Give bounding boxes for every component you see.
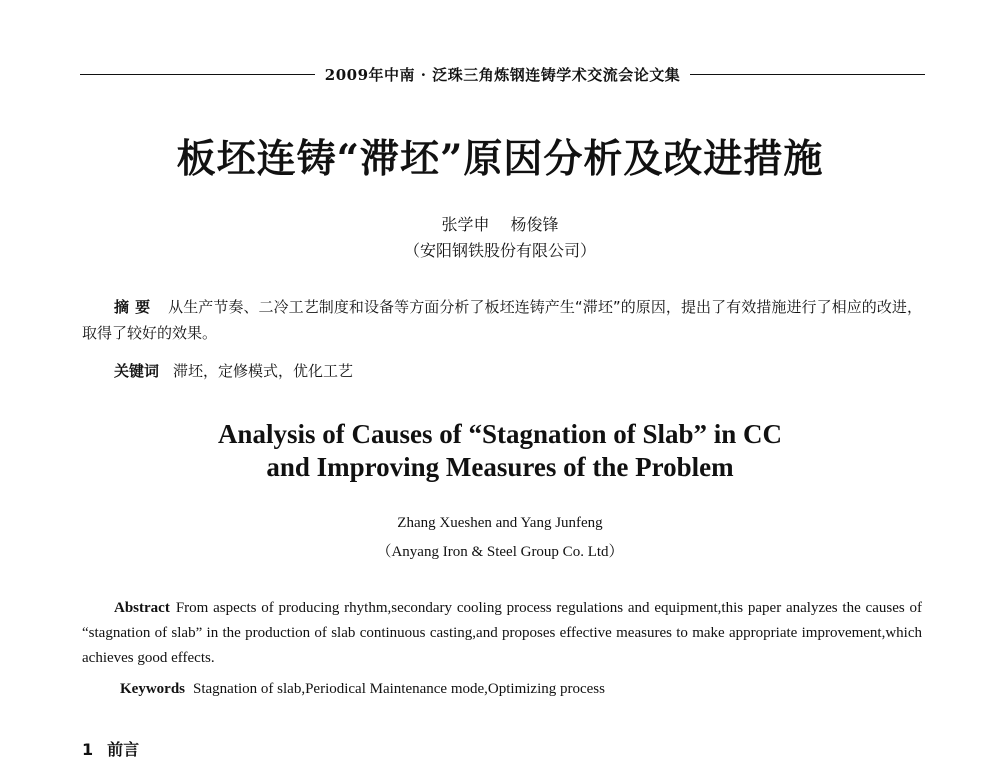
author-cn-1: 张学申 bbox=[441, 215, 490, 234]
header-rule-left bbox=[80, 74, 315, 75]
running-header bbox=[80, 64, 925, 85]
chinese-abstract bbox=[82, 294, 922, 346]
english-keywords bbox=[120, 681, 920, 698]
english-keywords-text: Stagnation of slab,Periodical Maintenance mode,Optimizing process bbox=[193, 681, 605, 697]
author-cn-2: 杨俊锋 bbox=[510, 215, 559, 234]
chinese-abstract-text: 从生产节奏、二冷工艺制度和设备等方面分析了板坯连铸产生“滞坯”的原因，提出了有效措施进行了相应的改进，取得了较好的效果。 bbox=[82, 298, 922, 342]
chinese-keywords-label: 关键词 bbox=[114, 362, 160, 380]
chinese-keywords-text: 滞坯，定修模式，优化工艺 bbox=[173, 362, 354, 380]
english-keywords-label: Keywords bbox=[120, 681, 185, 697]
english-abstract-label: Abstract bbox=[114, 600, 170, 616]
english-title-line-1: Analysis of Causes of “Stagnation of Slab” in CC bbox=[217, 419, 783, 449]
english-authors: Zhang Xueshen and Yang Junfeng bbox=[397, 515, 603, 531]
chinese-keywords bbox=[114, 360, 922, 381]
section-title: 前言 bbox=[107, 740, 140, 759]
chinese-authors bbox=[0, 212, 1000, 235]
section-number: 1 bbox=[82, 740, 94, 759]
running-title: 2009年中南 · 泛珠三角炼钢连铸学术交流会论文集 bbox=[324, 66, 681, 84]
english-title bbox=[0, 418, 1000, 484]
chinese-affiliation: （安阳钢铁股份有限公司） bbox=[403, 241, 596, 260]
english-abstract bbox=[82, 596, 922, 671]
chinese-title: 板坯连铸“滞坯”原因分析及改进措施 bbox=[176, 136, 824, 182]
english-title-line-2: and Improving Measures of the Problem bbox=[266, 452, 734, 482]
english-affiliation: （Anyang Iron & Steel Group Co. Ltd） bbox=[376, 544, 624, 560]
section-heading-1 bbox=[82, 737, 139, 760]
header-rule-right bbox=[690, 74, 925, 75]
english-abstract-text: From aspects of producing rhythm,secondary cooling process regulations and equipment,this paper analyzes the causes of “stagnation of slab” in the production of slab continuous casting,and proposes effective measures to make appropriate improvement,which achieves good effects. bbox=[82, 600, 922, 666]
chinese-abstract-label: 摘要 bbox=[114, 298, 157, 316]
